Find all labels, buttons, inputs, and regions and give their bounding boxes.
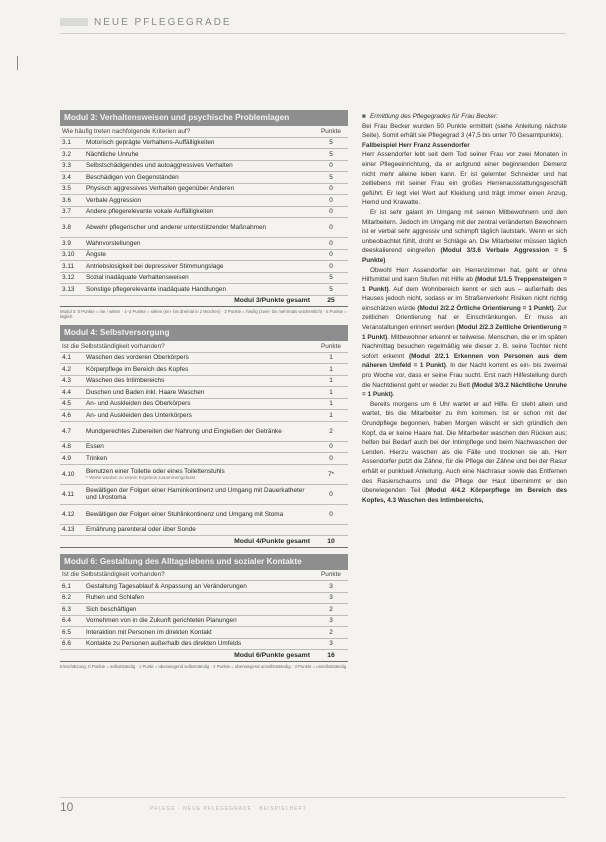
row-text: Selbstschädigendes und autoaggressives Verhalten bbox=[86, 162, 233, 169]
row-number: 4.1 bbox=[62, 354, 71, 362]
table-row bbox=[60, 485, 348, 505]
table-row bbox=[60, 616, 348, 628]
module-reference: (Modul 2/2.1 Erkennen von Personen aus dem näheren Umfeld = 1 Punkt) bbox=[362, 352, 568, 370]
paragraph-text: Bereits morgens um 6 Uhr wartet er auf Hilfe. Er steht allein und wartet, bis die Mitarbeiter zu ihm kommen. Ist er schon mit der Grundpflege begonnen, haben Morgen wäscht er sich gründlich den Kopf, da er keine Haare hat. Die Mitarbeiter waschen den Rücken aus; helfen bei Bedarf auch bei der Intimpflege und beim Nachwaschen der Lenden. Hierzu waschen als die Fälle und trocknen sie ab. Herr Assendorfer putzt die Zähne, für die Pflege der Zähne und bei der Rasur erhält er punktuell Anleitung. Auch eine Nachrasur sowie das Entfernen des Rasierschaums und die Pflege der Haut übernimmt er den überwiegenden Teil bbox=[362, 400, 567, 495]
row-number: 3.1 bbox=[62, 139, 71, 146]
row-text: Waschen des Intimbereichs bbox=[86, 377, 165, 385]
row-text: Wahnvorstellungen bbox=[86, 239, 141, 247]
row-points: 0 bbox=[329, 251, 333, 258]
table-row bbox=[60, 364, 348, 376]
bullet-icon: ■ bbox=[362, 113, 366, 120]
table-header bbox=[60, 126, 348, 138]
row-number: 4.11 bbox=[62, 490, 74, 498]
row-points: 5 bbox=[329, 150, 333, 158]
module-reference: (Modul 1/1.5 Treppensteigen = 1 Punkt) bbox=[362, 276, 567, 293]
margin-mark bbox=[17, 56, 18, 70]
bottom-rule bbox=[60, 797, 566, 798]
module-footnote: Einschätzung: 0 Punkte = selbstständig · 1 Punkt = überwiegend selbstständig · 2 Punkte = überwiegend unselbstständig · 3 Punkte = unselbstständig bbox=[60, 663, 347, 669]
row-points: 0 bbox=[329, 185, 333, 192]
row-number: 4.6 bbox=[62, 411, 71, 419]
table-row bbox=[60, 138, 348, 150]
row-points: 5 bbox=[329, 285, 333, 293]
row-text: Waschen des vorderen Oberkörpers bbox=[86, 354, 189, 362]
row-number: 3.6 bbox=[62, 196, 71, 204]
table-row bbox=[60, 410, 348, 422]
table-row bbox=[60, 387, 348, 399]
table-row bbox=[60, 195, 348, 207]
row-number: 3.12 bbox=[62, 274, 75, 281]
row-points: 5 bbox=[329, 274, 333, 281]
row-text: Gestaltung Tagesablauf & Anpassung an Veränderungen bbox=[86, 582, 247, 590]
row-points: 3 bbox=[329, 594, 333, 602]
paragraph bbox=[362, 208, 567, 266]
row-number: 6.4 bbox=[62, 617, 71, 625]
module-footnote: Modul 3: 0 Punkte = nie / selten · 1–3 Punkte = selten (ein- bis dreimal in 2 Wochen) · 3 Punkte = häufig (zwei- bis mehrmals wöchentlich) · 5 Punkte = täglich bbox=[60, 309, 347, 320]
table-row bbox=[60, 161, 348, 173]
row-points: 0 bbox=[329, 162, 333, 169]
row-number: 3.3 bbox=[62, 162, 71, 169]
table-row bbox=[60, 149, 348, 161]
row-text: Ernährung parenteral oder über Sonde bbox=[86, 526, 196, 534]
table-row bbox=[60, 353, 348, 365]
row-text: An- und Auskleiden des Unterkörpers bbox=[86, 411, 192, 419]
table-row bbox=[60, 627, 348, 639]
table-header bbox=[60, 341, 348, 353]
row-text: Antriebslosigkeit bei depressiver Stimmungslage bbox=[86, 262, 224, 270]
table-row bbox=[60, 581, 348, 593]
paragraph: Obwohl Herr Assendorfer ein Herrenzimmer hat, geht er ohne Hilfsmittel und kann Stufen mit Hilfe ab (Modul 1/1.5 Treppensteigen = 1 Punkt). Auf dem Wohnbereich kennt er sich aus – außerhalb des Hauses jedoch nicht, sodass er im Straßenverkehr Risiken nicht richtig einschätzen würde (Modul 2/2.2 Örtliche Orientierung = 1 Punkt). Zur zeitlichen Orientierung hat er Einschränkungen. Er muss an Veranstaltungen erinnert werden (Modul 2/2.3 Zeitliche Orientierung = 1 Punkt). Mitbewohner erkennt er teilweise. Menschen, die er im späten Nachmittag besuchen regelmäßig wie dieser z. B. seine Tochter nicht sofort erkennt (Modul 2/2.1 Erkennen von Personen aus dem näheren Umfeld = 1 Punkt). In der Nacht kommt es ein- bis zweimal pro Woche vor, dass er seine Frau sucht. Erst nach Hilfestellung durch die Nachtdienst geht er wieder zu Bett (Modul 3/3.2 Nächtliche Unruhe = 1 Punkt). bbox=[362, 266, 568, 399]
module-reference: (Modul 3/3.6 Verbale Aggression = 5 Punkte) bbox=[362, 247, 567, 264]
module-4-table bbox=[60, 325, 348, 548]
row-text: Kontakte zu Personen außerhalb des direkten Umfelds bbox=[86, 640, 242, 648]
row-points: 0 bbox=[329, 208, 333, 215]
row-points: 1 bbox=[329, 354, 333, 362]
row-text: Essen bbox=[86, 443, 104, 451]
row-points: 0 bbox=[329, 262, 333, 270]
page-number: 10 bbox=[60, 800, 74, 814]
row-text: Bewältigen der Folgen einer Harninkontinenz und Umgang mit Dauerkatheter und Urostoma bbox=[86, 486, 305, 502]
total-value: 25 bbox=[327, 297, 335, 304]
question-label: Wie häufig treten nachfolgende Kriterien auf? bbox=[62, 127, 191, 135]
row-text-cell bbox=[86, 468, 314, 481]
row-points: 0 bbox=[329, 443, 333, 451]
row-text: Interaktion mit Personen im direkten Kontakt bbox=[86, 628, 212, 636]
row-text: Beschädigen von Gegenständen bbox=[86, 173, 179, 181]
row-points: 1 bbox=[329, 400, 333, 408]
paragraph-text: Mitbewohner erkennt er teilweise. Menschen, die er im späten Nachmittag besuchen regelmäßig wie dieser z. B. seine Tochter nicht sofort erkennt bbox=[362, 333, 567, 360]
table-row bbox=[60, 639, 348, 651]
row-number: 4.2 bbox=[62, 365, 71, 373]
module-3-table bbox=[60, 110, 348, 319]
row-number: 4.13 bbox=[62, 526, 75, 534]
table-row bbox=[60, 399, 348, 411]
table-row bbox=[60, 442, 348, 454]
module-title: Modul 3: Verhaltensweisen und psychische Problemlagen bbox=[60, 110, 348, 126]
bullet-paragraph bbox=[362, 112, 567, 141]
points-header: Punkte bbox=[321, 342, 341, 350]
table-row bbox=[60, 250, 348, 262]
total-value: 10 bbox=[327, 537, 335, 545]
running-head bbox=[60, 17, 232, 28]
row-points: 0 bbox=[329, 454, 333, 462]
row-number: 3.7 bbox=[62, 208, 71, 215]
paragraph bbox=[362, 400, 567, 506]
table-row bbox=[60, 422, 348, 442]
paragraph-text: Er ist sehr galant im Umgang mit seinen Mitbewohnern und den Mitarbeitern. Jedoch im Umgang mit der zentral veränderten Bewohnern ist er verbal sehr aggressiv und schimpft täglich lautstark. Wenn er sich unbeobachtet fühlt, droht er Schläge an. Die Mitarbeiter müssen täglich deeskalierend eingreifen bbox=[362, 208, 567, 255]
row-points: 0 bbox=[329, 490, 333, 498]
row-number: 3.2 bbox=[62, 150, 71, 158]
row-points: 0 bbox=[329, 223, 333, 231]
total-value: 16 bbox=[327, 651, 335, 659]
table-row bbox=[60, 238, 348, 250]
paragraph: Herr Assendorfer lebt seit dem Tod seiner Frau vor zwei Monaten in einer Pflegeeinrichtung, da er aufgrund einer beginnenden Demenz nicht mehr alleine leben kann. Er ist gelernter Schneider und hat zeitlebens mit seiner Frau ein großes Herrenausstattungsgeschäft geführt. Er legt viel Wert auf Kleidung und trägt immer einen Anzug, Hemd und Krawatte. bbox=[362, 151, 567, 207]
module-reference: (Modul 3/3.2 Nächtliche Unruhe = 1 Punkt) bbox=[362, 381, 567, 399]
module-title: Modul 6: Gestaltung des Alltagslebens und sozialer Kontakte bbox=[60, 554, 348, 570]
row-number: 4.7 bbox=[62, 427, 71, 435]
bullet-body: Bei Frau Becker wurden 50 Punkte ermittelt (siehe Anleitung nächste Seite). Somit erhält sie Pflegegrad 3 (47,5 bis unter 70 Gesamtpunkte). bbox=[362, 122, 567, 140]
row-number: 4.4 bbox=[62, 388, 71, 396]
row-number: 4.3 bbox=[62, 377, 71, 385]
row-text: Verbale Aggression bbox=[86, 196, 142, 204]
row-text: Sozial inadäquate Verhaltensweisen bbox=[86, 274, 189, 281]
row-number: 6.2 bbox=[62, 594, 71, 602]
module-title: Modul 4: Selbstversorgung bbox=[60, 325, 348, 341]
module-total bbox=[60, 536, 348, 548]
question-label: Ist die Selbstständigkeit vorhanden? bbox=[62, 571, 165, 579]
table-row bbox=[60, 376, 348, 388]
left-column bbox=[60, 110, 348, 675]
row-text: Motorisch geprägte Verhaltens-Auffälligkeiten bbox=[86, 139, 215, 146]
row-points: 1 bbox=[329, 377, 333, 385]
row-text: An- und Auskleiden des Oberkörpers bbox=[86, 400, 191, 408]
row-points: 0 bbox=[329, 239, 333, 247]
case-title: Fallbeispiel Herr Franz Assendorfer bbox=[362, 141, 470, 149]
row-points: 3 bbox=[329, 617, 333, 625]
row-points: 1 bbox=[329, 365, 333, 373]
row-note: * Werte werden zu einem Ergebnis zusammengefasst bbox=[86, 475, 196, 481]
row-number: 3.5 bbox=[62, 185, 71, 192]
row-text: Nächtliche Unruhe bbox=[86, 150, 139, 158]
row-points: 3 bbox=[329, 582, 333, 590]
row-points: 5 bbox=[329, 139, 333, 146]
table-row bbox=[60, 207, 348, 219]
row-number: 3.9 bbox=[62, 239, 71, 247]
row-points: 3 bbox=[329, 640, 333, 648]
table-row bbox=[60, 505, 348, 525]
row-points: 1 bbox=[329, 388, 333, 396]
row-text: Benutzen einer Toilette oder eines Toilettenstuhls bbox=[86, 467, 225, 475]
total-label: Modul 6/Punkte gesamt bbox=[234, 651, 310, 659]
row-number: 6.5 bbox=[62, 628, 71, 636]
right-column bbox=[362, 112, 567, 505]
module-6-table bbox=[60, 554, 348, 669]
row-number: 6.1 bbox=[62, 582, 71, 590]
row-text: Ruhen und Schlafen bbox=[86, 594, 144, 602]
row-text: Duschen und Baden inkl. Haare Waschen bbox=[86, 388, 205, 396]
total-label: Modul 4/Punkte gesamt bbox=[234, 537, 310, 545]
paragraph-text: Zur zeitlichen Orientierung hat er Einschränkungen. Er muss an Veranstaltungen erinnert werden bbox=[362, 304, 567, 332]
row-number: 3.4 bbox=[62, 173, 71, 181]
row-text: Physisch aggressives Verhalten gegenüber Anderen bbox=[86, 185, 235, 192]
points-header: Punkte bbox=[321, 127, 341, 135]
row-number: 3.10 bbox=[62, 251, 75, 258]
row-text: Mundgerechtes Zubereiten der Nahrung und Eingießen der Getränke bbox=[86, 427, 282, 435]
table-row bbox=[60, 284, 348, 296]
row-text: Andere pflegerelevante vokale Auffälligkeiten bbox=[86, 208, 214, 215]
row-points: 2 bbox=[329, 427, 333, 435]
row-text: Trinken bbox=[86, 454, 108, 462]
table-row bbox=[60, 525, 348, 537]
table-header bbox=[60, 570, 348, 582]
module-reference: (Modul 2/2.3 Zeitliche Orientierung = 1 Punkt) bbox=[362, 324, 567, 341]
table-row bbox=[60, 273, 348, 285]
row-number: 3.8 bbox=[62, 223, 71, 231]
row-points: 0 bbox=[329, 510, 333, 518]
row-number: 4.10 bbox=[62, 470, 75, 478]
table-row bbox=[60, 465, 348, 485]
paragraph-text: In der Nacht kommt es ein- bis zweimal pro Woche vor, dass er seine Frau sucht. Erst nach Hilfestellung durch die Nachtdienst geht er wieder zu Bett bbox=[362, 362, 567, 389]
table-row bbox=[60, 593, 348, 605]
module-total bbox=[60, 296, 348, 308]
row-number: 4.8 bbox=[62, 443, 71, 451]
row-points: 2 bbox=[329, 628, 333, 636]
total-label: Modul 3/Punkte gesamt bbox=[234, 297, 310, 304]
module-total bbox=[60, 650, 348, 662]
table-row bbox=[60, 172, 348, 184]
row-text: Sich beschäftigen bbox=[86, 605, 137, 613]
row-number: 6.6 bbox=[62, 640, 71, 648]
question-label: Ist die Selbstständigkeit vorhanden? bbox=[62, 342, 165, 350]
row-points: 2 bbox=[329, 605, 333, 613]
row-text: Körperpflege im Bereich des Kopfes bbox=[86, 365, 189, 373]
paragraph-text: Auf dem Wohnbereich kennt er sich aus – außerhalb des Hauses jedoch nicht, sodass er im Straßenverkehr Risiken nicht richtig einschätzen würde bbox=[362, 285, 568, 312]
table-row bbox=[60, 184, 348, 196]
chapter-marker bbox=[60, 18, 88, 26]
row-points: 7* bbox=[327, 470, 335, 478]
row-text: Sonstige pflegerelevante inadäquate Handlungen bbox=[86, 285, 226, 293]
bullet-title: Ermittlung des Pflegegrades für Frau Becker: bbox=[370, 113, 498, 120]
row-number: 3.13 bbox=[62, 285, 75, 293]
module-reference: (Modul 4/4.2 Körperpflege im Bereich des Kopfes, 4.3 Waschen des Intimbereichs, bbox=[362, 487, 568, 504]
row-text: Ängste bbox=[86, 251, 106, 258]
top-rule bbox=[60, 33, 566, 34]
table-row bbox=[60, 218, 348, 238]
row-number: 3.11 bbox=[62, 262, 74, 270]
row-number: 4.12 bbox=[62, 510, 75, 518]
points-header: Punkte bbox=[321, 571, 341, 579]
row-text: Bewältigen der Folgen einer Stuhlinkontinenz und Umgang mit Stoma bbox=[86, 510, 284, 518]
row-points: 0 bbox=[329, 196, 333, 204]
paragraph-text: Obwohl Herr Assendorfer ein Herrenzimmer hat, geht er ohne Hilfsmittel und kann Stufen mit Hilfe ab bbox=[362, 266, 567, 284]
page-footer: PFLEGE · NEUE PFLEGEGRADE · BEISPIELHEFT bbox=[150, 806, 307, 812]
row-text: Vornehmen von in die Zukunft gerichteten Planungen bbox=[86, 617, 237, 625]
row-text: Abwehr pflegerischer und anderer unterstützender Maßnahmen bbox=[86, 223, 267, 231]
module-reference: (Modul 2/2.2 Örtliche Orientierung = 1 Punkt) bbox=[417, 304, 554, 312]
row-number: 6.3 bbox=[62, 605, 71, 613]
table-row bbox=[60, 261, 348, 273]
row-points: 1 bbox=[329, 411, 333, 419]
row-number: 4.9 bbox=[62, 454, 71, 462]
row-number: 4.5 bbox=[62, 400, 71, 408]
running-head-text: NEUE PFLEGEGRADE bbox=[94, 17, 232, 28]
table-row bbox=[60, 453, 348, 465]
table-row bbox=[60, 604, 348, 616]
row-points: 5 bbox=[329, 173, 333, 181]
